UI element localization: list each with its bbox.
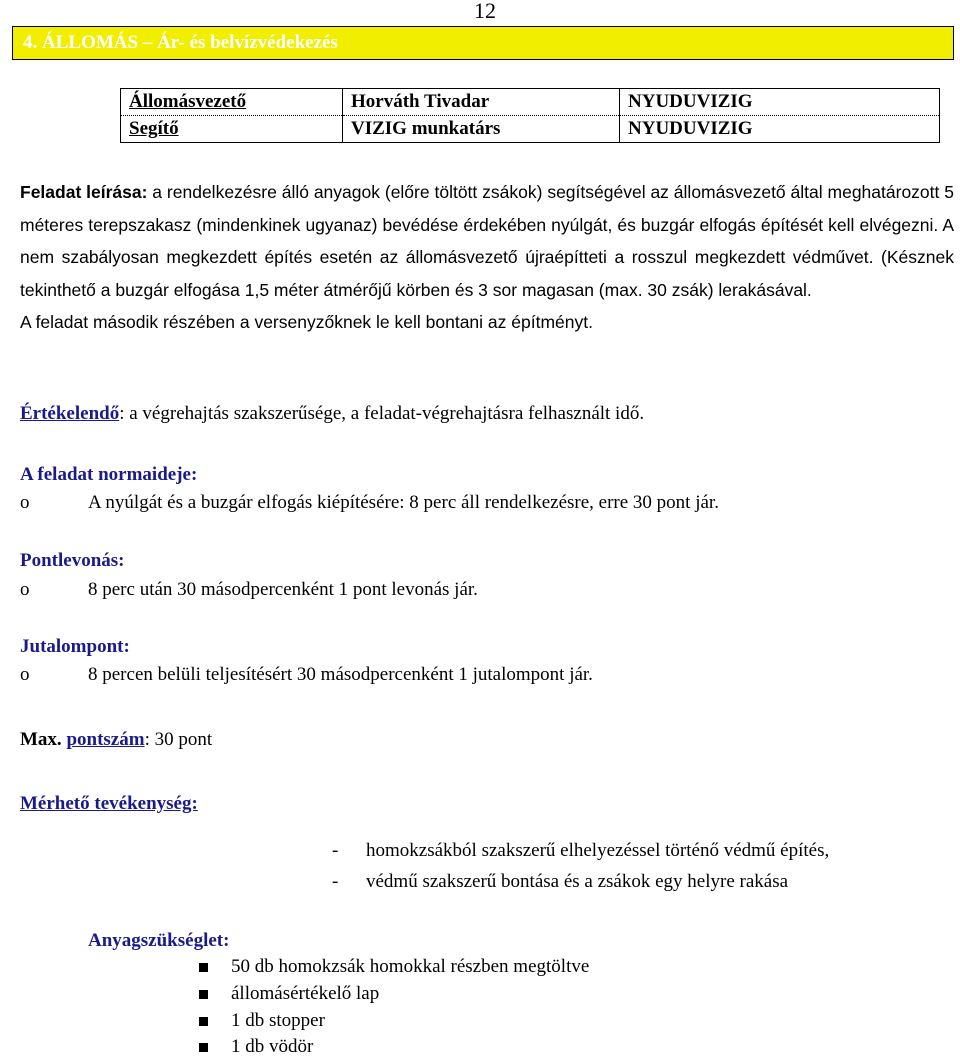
- max-score-text: : 30 pont: [144, 729, 213, 750]
- page-number: 12: [474, 0, 496, 23]
- dash-bullet: -: [332, 871, 339, 892]
- square-bullet-icon: [199, 1017, 208, 1026]
- table-row: [121, 116, 940, 143]
- measurable-item: védmű szakszerű bontása és a zsákok egy helyre rakása: [366, 871, 789, 892]
- task-text: a rendelkezésre álló anyagok (előre töltött zsákok) segítségével az állomásvezető által meghatározott 5 méteres terepszakasz (mindenkinek ugyanaz) bevédése érdekében nyúlgát, és buzgár elfogás építését kell elvégezni. A nem szabályosan megkezdett építés esetén az állomásvezető újraépítteti a rosszul megkezdett védművet. (Késznek tekinthető a buzgár elfogása 1,5 méter átmérőjű körben és 3 sor magasan (max. 30 zsák) lerakásával.: [20, 182, 954, 300]
- dash-bullet: -: [332, 840, 339, 861]
- evaluation-label: Értékelendő: [20, 403, 120, 424]
- staff-table: [120, 88, 940, 143]
- task-second-part: A feladat második részében a versenyzőknek le kell bontani az építményt.: [20, 312, 593, 332]
- material-item: 1 db stopper: [231, 1010, 325, 1031]
- square-bullet-icon: [199, 990, 208, 999]
- max-score-line: [20, 729, 212, 751]
- bonus-item: 8 percen belüli teljesítésért 30 másodpercenként 1 jutalompont jár.: [88, 664, 593, 685]
- evaluation-line: [20, 403, 644, 425]
- materials-heading: Anyagszükséglet:: [88, 930, 230, 951]
- norm-item: A nyúlgát és a buzgár elfogás kiépítésére: 8 perc áll rendelkezésre, erre 30 pont jár.: [88, 492, 719, 513]
- staff-org: NYUDUVIZIG: [620, 89, 940, 116]
- square-bullet-icon: [199, 1043, 208, 1052]
- bonus-heading: Jutalompont:: [20, 636, 130, 657]
- staff-name: Horváth Tivadar: [343, 89, 620, 116]
- task-description: [20, 176, 954, 339]
- material-item: állomásértékelő lap: [231, 983, 380, 1004]
- measurable-heading: Mérhető tevékenység:: [20, 793, 198, 814]
- staff-role: Segítő: [121, 116, 343, 143]
- table-row: [121, 89, 940, 116]
- deduction-item: 8 perc után 30 másodpercenként 1 pont levonás jár.: [88, 579, 478, 600]
- bullet-icon: o: [20, 492, 30, 513]
- material-item: 1 db vödör: [231, 1036, 314, 1057]
- bullet-icon: o: [20, 579, 30, 600]
- bullet-icon: o: [20, 664, 30, 685]
- measurable-item: homokzsákból szakszerű elhelyezéssel történő védmű építés,: [366, 840, 830, 861]
- staff-role: Állomásvezető: [121, 89, 343, 116]
- staff-name: VIZIG munkatárs: [343, 116, 620, 143]
- evaluation-text: : a végrehajtás szakszerűsége, a feladat-végrehajtásra felhasznált idő.: [119, 403, 645, 424]
- norm-heading: A feladat normaideje:: [20, 464, 198, 485]
- task-label: Feladat leírása:: [20, 182, 148, 202]
- material-item: 50 db homokzsák homokkal részben megtöltve: [231, 956, 590, 977]
- square-bullet-icon: [199, 963, 208, 972]
- station-title: 4. ÁLLOMÁS – Ár- és belvízvédekezés: [23, 32, 338, 53]
- staff-org: NYUDUVIZIG: [620, 116, 940, 143]
- station-title-bar: [12, 26, 954, 60]
- max-score-label: pontszám: [66, 729, 145, 750]
- deduction-heading: Pontlevonás:: [20, 550, 125, 571]
- max-label: Max.: [20, 729, 62, 750]
